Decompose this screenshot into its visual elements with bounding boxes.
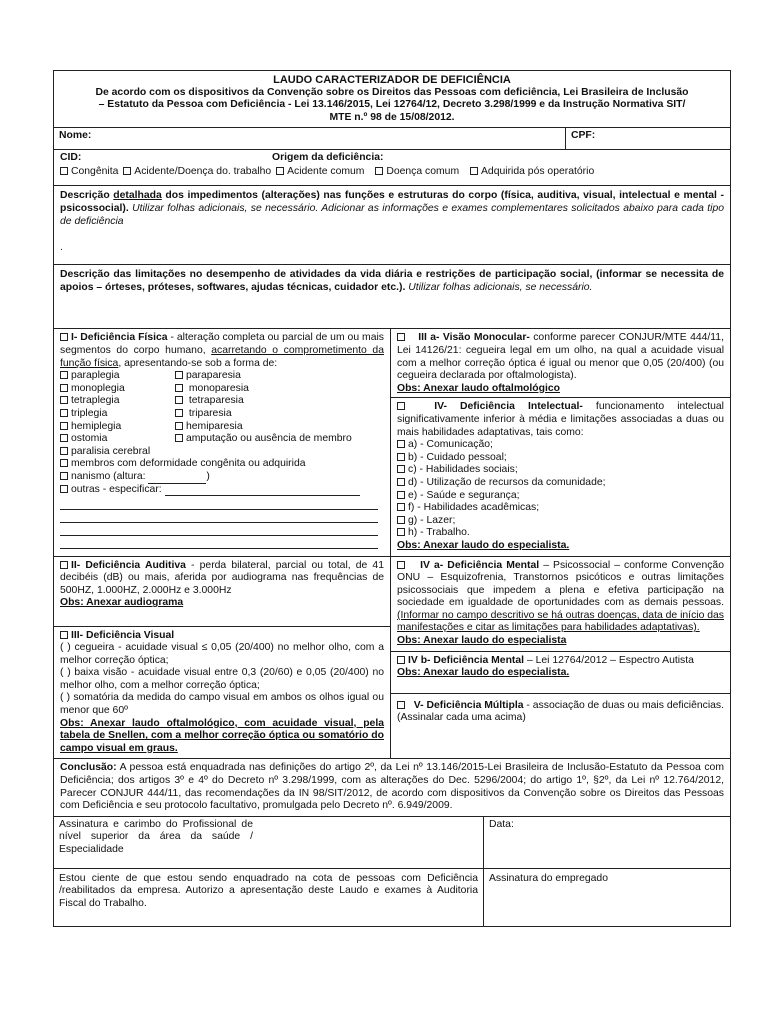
- intelectual-obs: Obs: Anexar laudo do especialista.: [397, 539, 570, 551]
- assinatura-row: [54, 817, 730, 869]
- auditiva-checkbox[interactable]: [60, 561, 68, 569]
- checkbox[interactable]: [397, 516, 405, 524]
- visual-checkbox[interactable]: [60, 631, 68, 639]
- assinatura-empregado-label: Assinatura do empregado: [489, 872, 608, 884]
- checkbox[interactable]: [397, 528, 405, 536]
- visual-section: III- Deficiência Visual ( ) cegueira - acuidade visual ≤ 0,05 (20/400) no melhor olho, com a melhor correção óptica; ( ) baixa visão - acuidade visual entre 0,3 (20/60) e 0,05 (20/400) no melhor olho, com a melhor correção óptica; ( ) somatória da medida do campo visual em ambos os olhos igual ou menor que 60º Obs: Anexar laudo oftalmológico, com acuidade visual, pela tabela de Snellen, com a melhor correção óptica ou somatório do campo visual em graus.: [60, 629, 384, 754]
- option-nanismo[interactable]: nanismo (altura: ): [60, 471, 384, 484]
- mental-section: IV a- Deficiência Mental – Psicossocial – conforme Convenção ONU – Esquizofrenia, Transtornos psicóticos e outras limitações psicossociais que impedem a plena e efetiva participação na sociedade em igualdade de oportunidades com as demais pessoas. (Informar no campo descritivo se há outras doenças, data de início das manifestações e citar as limitações para habilidades adaptativas). Obs: Anexar laudo do especialista: [391, 557, 730, 652]
- impedimentos-dot: .: [60, 242, 63, 254]
- multipla-section: V- Deficiência Múltipla - associação de duas ou mais deficiências. (Assinalar cada uma acima): [397, 699, 724, 724]
- option-ostomia[interactable]: ostomia: [60, 433, 175, 446]
- checkbox[interactable]: [60, 371, 68, 379]
- checkbox[interactable]: [60, 447, 68, 455]
- outras-line-4[interactable]: [60, 536, 378, 549]
- laudo-form: [53, 70, 731, 927]
- intelectual-section: IV- Deficiência Intelectual- funcionamento intelectual significativamente inferior à média e limitações associadas a duas ou mais habilidades adaptativas, tais como: a) - Comunicação; b) - Cuidado pessoal; c) - Habilidades sociais; d) - Utilização de recursos da comunidade; e) - Saúde e segurança; f) - Habilidades acadêmicas; g) - Lazer; h) - Trabalho. Obs: Anexar laudo do especialista.: [397, 401, 724, 551]
- outras-line-1[interactable]: [60, 497, 378, 510]
- intelectual-option-cuidado[interactable]: b) - Cuidado pessoal;: [397, 452, 724, 465]
- intelectual-option-sociais[interactable]: c) - Habilidades sociais;: [397, 464, 724, 477]
- auditiva-section: II- Deficiência Auditiva - perda bilateral, parcial ou total, de 41 decibéis (dB) ou mais, aferida por audiograma nas frequências de 500HZ, 1.000HZ, 2.000Hz e 3.000Hz Obs: Anexar audiograma: [54, 557, 390, 627]
- auditiva-obs: Obs: Anexar audiograma: [60, 597, 184, 609]
- option-triplegia[interactable]: triplegia: [60, 408, 175, 421]
- checkbox[interactable]: [375, 167, 383, 175]
- checkbox[interactable]: [60, 396, 68, 404]
- limitacoes-section[interactable]: Descrição das limitações no desempenho de atividades da vida diária e restrições de participação social, (informar se necessita de apoios – órteses, próteses, softwares, ajudas técnicas, cuidador etc.). Utilizar folhas adicionais, se necessário.: [54, 265, 730, 329]
- option-triparesia[interactable]: triparesia: [175, 408, 384, 421]
- checkbox[interactable]: [60, 409, 68, 417]
- checkbox[interactable]: [60, 422, 68, 430]
- origem-option-congenita[interactable]: Congênita: [60, 166, 118, 177]
- checkbox[interactable]: [60, 459, 68, 467]
- intelectual-option-recursos[interactable]: d) - Utilização de recursos da comunidade;: [397, 477, 724, 490]
- checkbox[interactable]: [175, 396, 183, 404]
- assinatura-profissional-label: Assinatura e carimbo do Profissional de nível superior da área da saúde / Especialidade: [59, 818, 253, 855]
- option-tetraplegia[interactable]: tetraplegia: [60, 395, 175, 408]
- fisica-options: [60, 370, 384, 446]
- checkbox[interactable]: [60, 434, 68, 442]
- checkbox[interactable]: [175, 371, 183, 379]
- option-monoplegia[interactable]: monoplegia: [60, 383, 175, 396]
- checkbox[interactable]: [397, 440, 405, 448]
- intelectual-option-comunicacao[interactable]: a) - Comunicação;: [397, 439, 724, 452]
- checkbox[interactable]: [397, 503, 405, 511]
- intelectual-option-trabalho[interactable]: h) - Trabalho.: [397, 527, 724, 540]
- visual-item-campo-visual[interactable]: ( ) somatória da medida do campo visual em ambos os olhos igual ou menor que 60º: [60, 692, 384, 717]
- data-field[interactable]: [484, 817, 730, 868]
- checkbox[interactable]: [123, 167, 131, 175]
- outras-line-2[interactable]: [60, 510, 378, 523]
- cpf-label: CPF:: [571, 130, 596, 142]
- option-hemiplegia[interactable]: hemiplegia: [60, 421, 175, 434]
- nome-label: Nome:: [59, 130, 92, 142]
- checkbox[interactable]: [276, 167, 284, 175]
- option-tetraparesia[interactable]: tetraparesia: [175, 395, 384, 408]
- subtitle-line-2: – Estatuto da Pessoa com Deficiência - Lei 13.146/2015, Lei 12764/12, Decreto 3.298/1999 e da Instrução Normativa SIT/: [98, 99, 686, 111]
- option-paralisia-cerebral[interactable]: paralisia cerebral: [60, 446, 384, 459]
- nome-field[interactable]: [54, 128, 566, 149]
- conclusao-section: Conclusão: A pessoa está enquadrada nas definições do artigo 2º, da Lei nº 13.146/2015-Lei Brasileira de Inclusão-Estatuto da Pessoa com Deficiência; dos artigos 3º e 4º do Decreto nº 3.298/1999, com as alterações do Dec. 5296/2004; do artigo 1º, §2º, da Lei nº 12.764/2012, Parecer CONJUR 444/11, das recomendações da IN 98/SIT/2012, de acordo com dispositivos da Convenção sobre os Direitos das Pessoas com Deficiência e seu protocolo facultativo, promulgada pelo Decreto nº. 6.949/2009.: [54, 759, 730, 816]
- monocular-section: III a- Visão Monocular- conforme parecer CONJUR/MTE 444/11, Lei 14126/21: cegueira legal em um olho, na qual a acuidade visual com a melhor correção óptica é igual ou menor que 0,05 (20/400) (ou cegueira declarada por oftalmologista). Obs: Anexar laudo oftalmológico: [391, 329, 730, 398]
- checkbox[interactable]: [175, 434, 183, 442]
- deficiencias-block-2: [54, 557, 730, 760]
- option-monoparesia[interactable]: monoparesia: [175, 383, 384, 396]
- left-column-2: [54, 557, 391, 759]
- header: [54, 71, 730, 128]
- impedimentos-section[interactable]: Descrição detalhada dos impedimentos (alterações) nas funções e estruturas do corpo (física, auditiva, visual, intelectual e mental - psicossocial). Utilizar folhas adicionais, se necessário. Adicionar as informações e exames complementares solicitados abaixo para cada tipo de deficiência .: [54, 186, 730, 265]
- origem-option-doenca-comum[interactable]: Doença comum: [375, 166, 459, 177]
- assinatura-empregado-field[interactable]: [484, 869, 730, 926]
- checkbox[interactable]: [175, 409, 183, 417]
- checkbox[interactable]: [175, 422, 183, 430]
- ciente-text: Estou ciente de que estou sendo enquadrado na cota de pessoas com Deficiência /reabilitados da empresa. Autorizo a apresentação deste Laudo e exames à Auditoria Fiscal do Trabalho.: [54, 869, 484, 926]
- right-column-2: [391, 557, 730, 759]
- outras-line-3[interactable]: [60, 523, 378, 536]
- option-amputacao[interactable]: amputação ou ausência de membro: [175, 433, 384, 446]
- outras-especificar-input[interactable]: [165, 495, 360, 496]
- monocular-obs: Obs: Anexar laudo oftalmológico: [397, 382, 560, 394]
- deficiencias-block-1: [54, 329, 730, 556]
- visual-obs: Obs: Anexar laudo oftalmológico, com acuidade visual, pela tabela de Snellen, com a melhor correção óptica ou somatório do campo visual em graus.: [60, 717, 384, 754]
- checkbox[interactable]: [397, 491, 405, 499]
- checkbox[interactable]: [175, 384, 183, 392]
- cid-row: [54, 150, 730, 186]
- ciente-row: [54, 869, 730, 926]
- intelectual-option-academicas[interactable]: f) - Habilidades acadêmicas;: [397, 502, 724, 515]
- mental-checkbox[interactable]: [397, 561, 405, 569]
- cid-label: CID:: [60, 152, 82, 164]
- intelectual-checkbox[interactable]: [397, 402, 405, 410]
- cpf-field[interactable]: [566, 128, 730, 149]
- subtitle-line-1: De acordo com os dispositivos da Convenção sobre os Direitos das Pessoas com deficiência, Lei Brasileira de Inclusão: [95, 86, 689, 98]
- intelectual-option-saude[interactable]: e) - Saúde e segurança;: [397, 490, 724, 503]
- name-row: [54, 128, 730, 150]
- option-membros-deformidade[interactable]: membros com deformidade congênita ou adquirida: [60, 458, 384, 471]
- checkbox[interactable]: [397, 453, 405, 461]
- checkbox[interactable]: [397, 478, 405, 486]
- origem-option-acidente-trabalho[interactable]: Acidente/Doença do. trabalho: [123, 166, 271, 177]
- subtitle-line-3: MTE n.º 98 de 15/08/2012.: [329, 111, 455, 123]
- visual-item-baixa-visao[interactable]: ( ) baixa visão - acuidade visual entre 0,3 (20/60) e 0,05 (20/400) no melhor olho, com a melhor correção óptica;: [60, 667, 384, 691]
- fisica-section: I- Deficiência Física - alteração completa ou parcial de um ou mais segmentos do corpo humano, acarretando o comprometimento da função física, apresentando-se sob a forma de: paraplegia paraparesia monoplegia monoparesia tetraplegia tetraparesia triplegia triparesia hemiplegia hemiparesia ostomia amputação ou ausência de membro paralisia cerebral membros com deformidade congênita ou adquirida nanismo (altura: ) outras - especificar:: [54, 329, 391, 555]
- mental-obs: Obs: Anexar laudo do especialista: [397, 635, 567, 647]
- checkbox[interactable]: [60, 384, 68, 392]
- monocular-checkbox[interactable]: [397, 333, 405, 341]
- mental-b-section: IV b- Deficiência Mental – Lei 12764/2012 – Espectro Autista Obs: Anexar laudo do especialista.: [391, 652, 730, 694]
- checkbox[interactable]: [470, 167, 478, 175]
- option-outras[interactable]: outras - especificar:: [60, 484, 384, 497]
- option-paraplegia[interactable]: paraplegia: [60, 370, 175, 383]
- checkbox[interactable]: [60, 167, 68, 175]
- option-paraparesia[interactable]: paraparesia: [175, 370, 384, 383]
- origem-option-adquirida[interactable]: Adquirida pós operatório: [470, 166, 594, 177]
- visual-item-cegueira[interactable]: ( ) cegueira - acuidade visual ≤ 0,05 (20/400) no melhor olho, com a melhor correção óptica;: [60, 642, 384, 666]
- intelectual-option-lazer[interactable]: g) - Lazer;: [397, 515, 724, 528]
- multipla-checkbox[interactable]: [397, 701, 405, 709]
- mental-b-obs: Obs: Anexar laudo do especialista.: [397, 667, 570, 679]
- origem-label: Origem da deficiência:: [272, 152, 384, 164]
- form-title: LAUDO CARACTERIZADOR DE DEFICIÊNCIA: [273, 74, 511, 86]
- fisica-checkbox[interactable]: [60, 333, 68, 341]
- mental-b-checkbox[interactable]: [397, 656, 405, 664]
- option-hemiparesia[interactable]: hemiparesia: [175, 421, 384, 434]
- checkbox[interactable]: [397, 465, 405, 473]
- origem-option-acidente-comum[interactable]: Acidente comum: [276, 166, 364, 177]
- assinatura-profissional-field[interactable]: [54, 817, 484, 868]
- data-label: Data:: [489, 818, 514, 830]
- right-column-1: [391, 329, 730, 555]
- checkbox[interactable]: [60, 472, 68, 480]
- checkbox[interactable]: [60, 485, 68, 493]
